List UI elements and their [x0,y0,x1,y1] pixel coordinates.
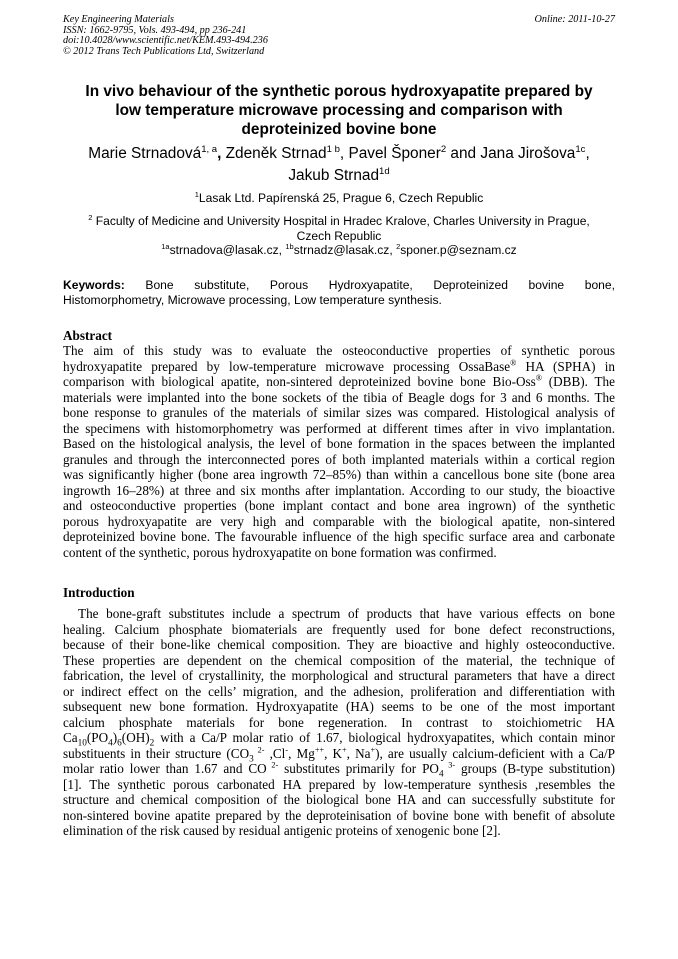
intro-line: or indirect effect on the cells’ migration, and the adhesion, proliferation and differentiation with [63,683,615,699]
email-mark: 2 [396,241,401,251]
author-name: Marie Strnadová [88,145,202,162]
keywords-text: Bone substitute, Porous Hydroxyapatite, Deproteinized bovine bone, [145,278,615,292]
intro-line: The bone-graft substitutes include a spectrum of products that have various effects on bone [63,606,615,621]
author-affil-mark: 1c [575,143,586,155]
intro-line: $Ca_{10}(PO_4)_6(OH)_2$ with a Ca/P molar ratio of 1.67, biological hydroxyapatites, which contain minor [63,730,615,748]
affil-line: Czech Republic [296,228,382,243]
title-line: In vivo behaviour of the synthetic porous hydroxyapatite prepared by [85,83,593,100]
title-line: low temperature microwave processing and comparison with [115,102,563,119]
affiliation-2 [63,214,615,243]
intro-line: fabrication, the level of crystallinity, the morphological and structural parameters that have a direct [63,668,615,683]
journal-header [63,15,615,57]
doi-line[interactable]: doi:10.4028/www.scientific.net/KEM.493-494.236 [63,35,268,47]
email-address[interactable]: strnadz@lasak.cz, [293,243,397,257]
issn-line: ISSN: 1662-9795, Vols. 493-494, pp 236-241 [63,24,247,36]
abstract-heading: Abstract [63,328,113,343]
title-line: deproteinized bovine bone [241,121,437,138]
intro-line: non-sintered bovine apatite prepared by the deproteinisation of bovine bone with benefit of absolute [63,807,615,823]
abstract-line: was significantly higher (bone area ingrowth 72–85%) than within a cancellous bone site (bone area [63,467,615,482]
email-mark: 1a [161,241,170,251]
intro-line: healing. Calcium phosphate biomaterials are frequently used for bone defect reconstructions, [63,621,615,637]
intro-line: substituents in their structure ($CO_3$ $^{2-}$ ,Cl-, Mg++, K+, Na+), are usually calcium-deficient with a Ca/P [63,745,615,764]
author-name: Zdeněk Strnad [225,145,327,162]
abstract-line: porous hydroxyapatite are very high and comparable with the biological apatite, non-sintered [63,513,615,529]
registered-mark: ® [535,373,542,383]
author-affil-mark: 1, a [201,143,218,155]
affil-line [63,214,615,229]
affil-text: Faculty of Medicine and University Hospital in Hradec Kralove, Charles University in Prague, [95,214,590,228]
keywords-label: Keywords: [63,278,125,292]
author-separator: , [217,145,226,162]
email-address[interactable]: strnadova@lasak.cz, [169,243,286,257]
abstract-line: The aim of this study was to evaluate the osteoconductive properties of synthetic porous [63,343,615,358]
journal-name: Key Engineering Materials [63,14,174,25]
email-line [63,243,615,258]
abstract-line: content of the synthetic, porous hydroxyapatite on bone formation was confirmed. [63,544,497,560]
author-name: Jakub Strnad [288,167,380,184]
author-line [63,143,615,165]
abstract-line: granules and through the interconnected pores of both implanted materials within a cortical region [63,451,615,467]
abstract-line: ingrowth 16–28%) at three and six months after implantation. According to our study, the bioactive [63,482,615,498]
registered-mark: ® [510,358,517,368]
keywords-block [63,278,615,307]
abstract-line: deproteinized bovine bone. The favourable influence of the high specific surface area and carbonate [63,529,615,544]
intro-line: [1]. The synthetic porous carbonated HA prepared by low-temperature synthesis ,resembles the [63,776,615,792]
intro-line: These properties are dependent on the chemical composition of the material, the technique of [63,652,615,668]
author-affil-mark: 1d [379,165,390,177]
affiliation-1 [63,191,615,206]
intro-line: structure and chemical composition of the biological bone HA and can successfully substitute for [63,792,615,807]
author-line [63,165,615,187]
abstract-line: bone response to granules of the materials of similar sizes was compared. Histological analysis of [63,405,615,420]
author-separator: , [585,145,590,162]
introduction-heading: Introduction [63,585,135,600]
abstract-line: Based on the histological analysis, the level of bone formation in the spaces between the implanted [63,436,615,451]
author-separator: , [339,145,349,162]
paper-title [63,82,615,139]
affil-mark: 2 [88,212,93,222]
intro-line: elimination of the risk caused by residual antigenic proteins of xenogenic bone [2]. [63,823,501,838]
author-name: Pavel Šponer [348,145,441,162]
author-name: Jana Jirošova [480,145,576,162]
introduction-body [63,606,615,839]
abstract-line: hydroxyapatite prepared by low-temperature microwave processing OssaBase® HA (SPHA) in [63,358,615,374]
abstract-line: and osteoconductive properties (bone implant contact and bone area ingrown) of the synthetic [63,498,615,513]
keywords-line: Histomorphometry, Microwave processing, Low temperature synthesis. [63,292,442,307]
affil-text: Lasak Ltd. Papírenská 25, Prague 6, Czech Republic [198,191,484,205]
intro-line: because of their bone-like chemical composition. They are bioactive and highly osteoconductive. [63,637,615,652]
email-address[interactable]: sponer.p@seznam.cz [400,243,517,257]
affil-mark: 1 [194,189,199,199]
keywords-line [63,278,615,293]
author-affil-mark: 2 [440,143,447,155]
email-mark: 1b [285,241,294,251]
intro-line: calcium phosphate materials for bone regeneration. In contrast to stoichiometric HA [63,714,615,730]
intro-line: molar ratio lower than 1.67 and CO $^{2-}$ substitutes primarily for $PO_4$ $^{3-}$ groups (B-type substitution) [63,760,615,779]
copyright-line: © 2012 Trans Tech Publications Ltd, Switzerland [63,45,265,57]
abstract-line: comparison with biological apatite, non-sintered deproteinized bovine bone Bio-Oss® (DBB). The [63,373,616,389]
online-date: Online: 2011-10-27 [534,14,615,25]
intro-line: subsequent new bone formation. Hydroxyapatite (HA) seems to be one of the most important [63,699,615,714]
author-affil-mark: 1 b [326,143,340,155]
author-list [63,143,615,187]
author-separator: and [446,145,481,162]
abstract-body [63,343,615,560]
abstract-line: the specimens with histomorphometry was performed at different times after in vivo implantation. [63,420,615,436]
abstract-line: materials were implanted into the bone sockets of the tibia of Beagle dogs for 3 and 6 months. The [63,389,615,405]
